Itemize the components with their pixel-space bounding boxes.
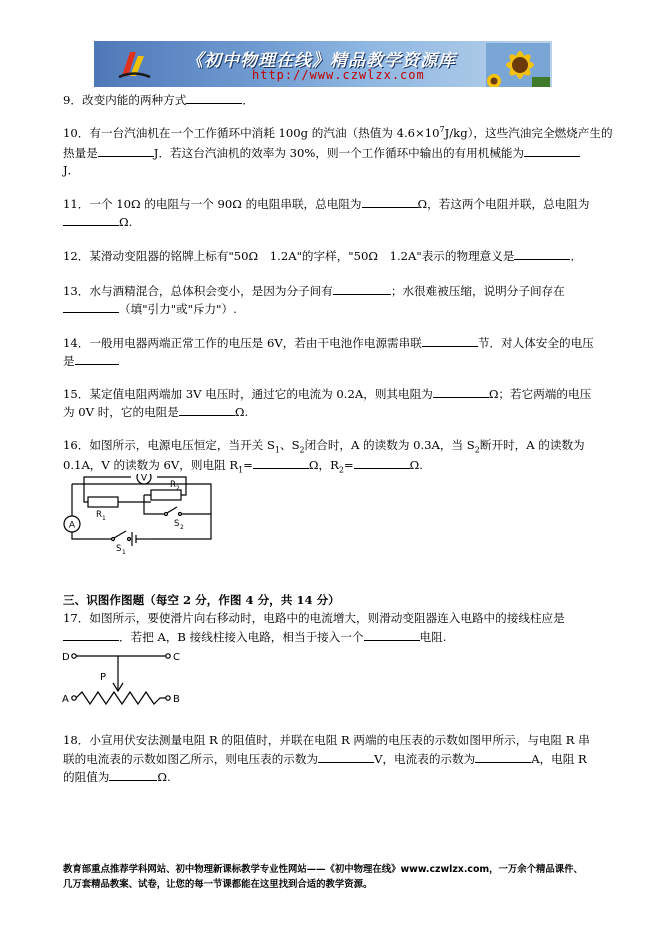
banner-title: 《初中物理在线》精品教学资源库 bbox=[186, 51, 456, 71]
answer-blank[interactable] bbox=[186, 92, 242, 104]
question-10-line-3: J． bbox=[63, 163, 80, 177]
terminal-c-label: C bbox=[173, 652, 180, 663]
circuit-diagram-16 bbox=[56, 474, 216, 554]
answer-blank[interactable] bbox=[354, 457, 410, 469]
voltmeter-label: V bbox=[140, 474, 148, 484]
banner-url[interactable]: http://www.czwlzx.com bbox=[252, 68, 425, 82]
answer-blank[interactable] bbox=[333, 283, 391, 295]
answer-blank[interactable] bbox=[422, 335, 478, 347]
terminal-b-label: B bbox=[173, 694, 180, 705]
answer-blank[interactable] bbox=[253, 457, 309, 469]
answer-blank[interactable] bbox=[179, 404, 235, 416]
answer-blank[interactable] bbox=[63, 301, 119, 313]
question-13-line-2: （填"引力"或"斥力"）. bbox=[63, 301, 237, 316]
slider-p-label: P bbox=[100, 672, 107, 683]
answer-blank[interactable] bbox=[63, 629, 119, 641]
terminal-d-label: D bbox=[62, 652, 70, 663]
svg-text:2: 2 bbox=[180, 524, 184, 531]
answer-blank[interactable] bbox=[63, 214, 119, 226]
question-16-line-2: 0.1A，V 的读数为 6V，则电阻 $R_1= \Omega$，$R_2= \Omega$. bbox=[63, 458, 423, 475]
answer-blank[interactable] bbox=[433, 386, 489, 398]
question-17-line-1: 17．如图所示，要使滑片向右移动时，电路中的电流增大，则滑动变阻器连入电路中的接线柱应是 bbox=[63, 611, 565, 625]
r1-label: R bbox=[96, 510, 102, 520]
sunflower-icon bbox=[486, 43, 550, 87]
answer-blank[interactable] bbox=[75, 353, 119, 365]
question-18-line-3: 的阻值为 Ω. bbox=[63, 770, 171, 784]
question-15-line-2: 为 0V 时，它的电阻是 Ω. bbox=[63, 405, 249, 419]
answer-blank[interactable] bbox=[362, 196, 418, 208]
question-12: 12．某滑动变阻器的铭牌上标有"50Ω 1.2A"的字样，"50Ω 1.2A"表示的物理意义是 ． bbox=[63, 249, 583, 263]
question-18-line-1: 18．小宣用伏安法测量电阻 R 的阻值时，并联在电阻 R 两端的电压表的示数如图甲所示，与电阻 R 串 bbox=[63, 733, 590, 747]
svg-text:1: 1 bbox=[102, 515, 106, 522]
svg-text:1: 1 bbox=[122, 549, 126, 554]
terminal-a-label: A bbox=[62, 694, 69, 705]
question-10-line-1: 10．有一台汽油机在一个工作循环中消耗 100g 的汽油（热值为 $4.6\times 10^7J/kg$），这些汽油完全燃烧产生的 bbox=[63, 125, 613, 140]
header-banner bbox=[94, 41, 552, 87]
r2-label: R bbox=[170, 480, 176, 490]
answer-blank[interactable] bbox=[524, 145, 580, 157]
question-9: 9．改变内能的两种方式 ． bbox=[63, 93, 254, 107]
question-11-line-2: Ω. bbox=[63, 214, 132, 229]
answer-blank[interactable] bbox=[475, 751, 531, 763]
answer-blank[interactable] bbox=[364, 629, 420, 641]
question-17-line-2: ．若把 A，B 接线柱接入电路，相当于接入一个 电阻. bbox=[63, 629, 446, 644]
question-14-line-2: 是 bbox=[63, 353, 119, 368]
site-logo-icon bbox=[116, 46, 152, 82]
section-3-heading: 三、识图作图题（每空 2 分，作图 4 分，共 14 分） bbox=[63, 593, 340, 607]
footer-line-1: 教育部重点推荐学科网站、初中物理新课标教学专业性网站——《初中物理在线》www.czwlzx.com，一万余个精品课件、 bbox=[63, 864, 583, 875]
question-14-line-1: 14．一般用电器两端正常工作的电压是 6V，若由干电池作电源需串联 节．对人体安全的电压 bbox=[63, 336, 594, 350]
rheostat-diagram-17 bbox=[60, 646, 190, 710]
answer-blank[interactable] bbox=[318, 751, 374, 763]
s2-label: S bbox=[174, 519, 180, 529]
question-13-line-1: 13．水与酒精混合，总体积会变小，是因为分子间有 ；水很难被压缩，说明分子间存在 bbox=[63, 284, 565, 298]
answer-blank[interactable] bbox=[514, 248, 570, 260]
question-10-line-2: 热量是 J．若这台汽油机的效率为 30%，则一个工作循环中输出的有用机械能为 bbox=[63, 145, 580, 160]
s1-label: S bbox=[116, 544, 122, 554]
answer-blank[interactable] bbox=[98, 145, 154, 157]
question-18-line-2: 联的电流表的示数如图乙所示，则电压表的示数为 V，电流表的示数为 A，电阻 R bbox=[63, 752, 587, 766]
question-11-line-1: 11．一个 10Ω 的电阻与一个 90Ω 的电阻串联，总电阻为 Ω，若这两个电阻并联，总电阻为 bbox=[63, 197, 590, 211]
ammeter-label: A bbox=[68, 520, 76, 531]
question-15-line-1: 15．某定值电阻两端加 3V 电压时，通过它的电流为 0.2A，则其电阻为 Ω；若它两端的电压 bbox=[63, 387, 592, 401]
answer-blank[interactable] bbox=[109, 769, 157, 781]
footer-line-2: 几万套精品教案、试卷，让您的每一节课都能在这里找到合适的教学资源。 bbox=[63, 879, 373, 890]
question-16-line-1: 16．如图所示，电源电压恒定，当开关 $S_1$、$S_2$闭合时，A 的读数为 0.3A，当 $S_2$断开时，A 的读数为 bbox=[63, 438, 585, 455]
svg-text:2: 2 bbox=[176, 485, 180, 492]
